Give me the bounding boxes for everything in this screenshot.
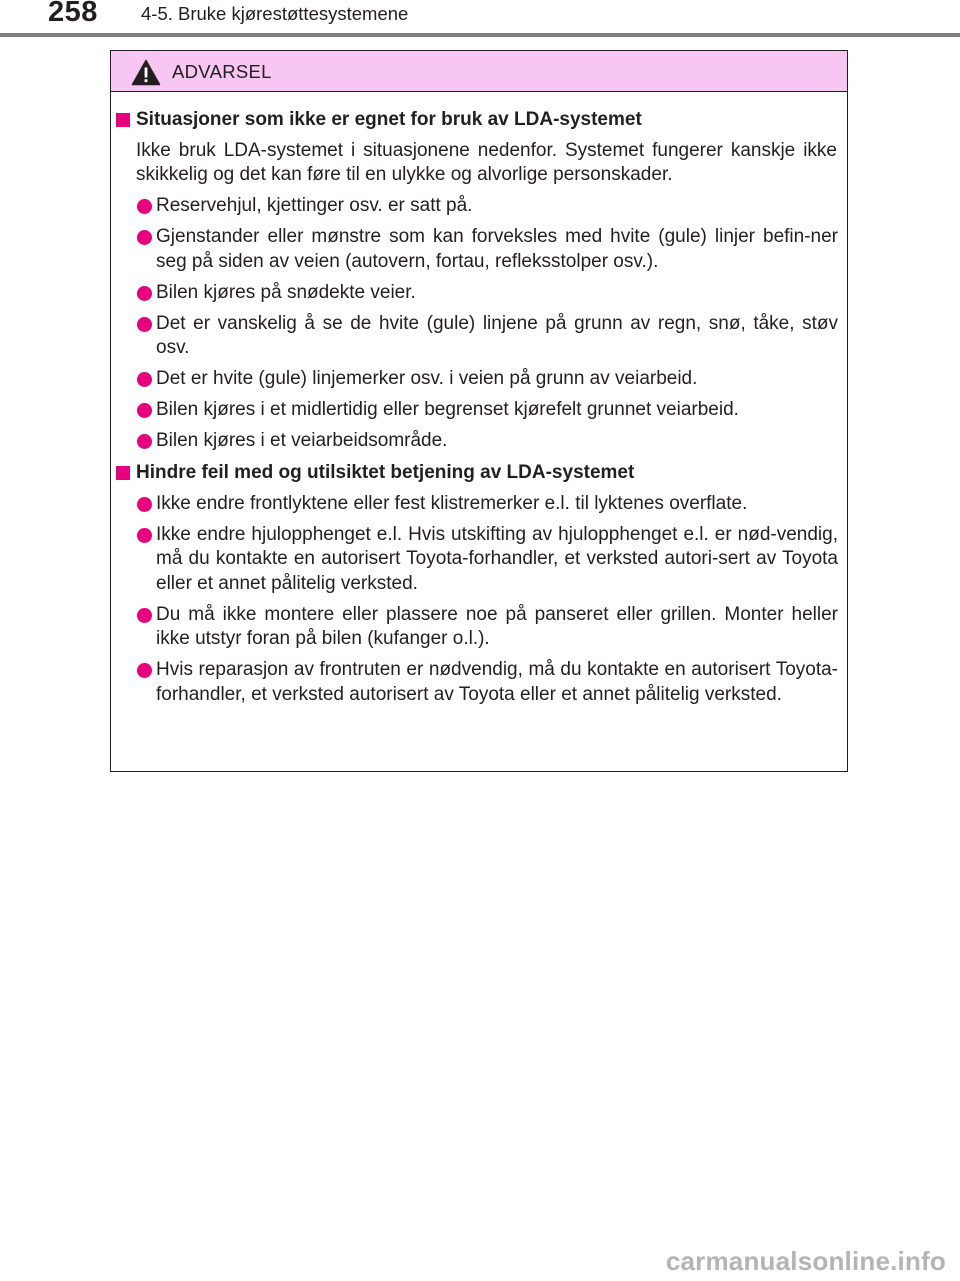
list-item xyxy=(111,194,847,219)
bullet-dot-icon xyxy=(137,317,152,332)
section-heading xyxy=(111,461,847,486)
list-item xyxy=(111,658,847,707)
page-header xyxy=(0,0,960,40)
list-item-text: Det er vanskelig å se de hvite (gule) linjene på grunn av regn, snø, tåke, støv osv. xyxy=(156,312,838,358)
header-rule xyxy=(0,33,960,37)
section-title: 4-5. Bruke kjørestøttesystemene xyxy=(141,3,409,24)
bullet-dot-icon xyxy=(137,434,152,449)
bullet-dot-icon xyxy=(137,372,152,387)
list-item-text: Bilen kjøres i et midlertidig eller begrenset kjørefelt grunnet veiarbeid. xyxy=(156,399,739,420)
bullet-dot-icon xyxy=(137,286,152,301)
list-item xyxy=(111,225,847,274)
warning-box xyxy=(110,50,848,772)
list-item-text: Reservehjul, kjettinger osv. er satt på. xyxy=(156,195,473,216)
warning-triangle-icon xyxy=(131,59,161,86)
list-item-text: Bilen kjøres på snødekte veier. xyxy=(156,281,416,303)
bullet-dot-icon xyxy=(137,403,152,418)
list-item xyxy=(111,367,847,392)
square-bullet-icon xyxy=(116,113,130,127)
list-item-text: Ikke endre frontlyktene eller fest klistremerker e.l. til lyktenes overflate. xyxy=(156,492,748,514)
bullet-dot-icon xyxy=(137,199,152,214)
list-item xyxy=(111,398,847,423)
list-item-text: Ikke endre hjulopphenget e.l. Hvis utskifting av hjulopphenget e.l. er nød-vendig, må du kontakte en autorisert Toyota-forhandler, et verksted autori-sert av Toyota eller et annet pålitelig verksted. xyxy=(156,523,838,594)
section-heading-text: Situasjoner som ikke er egnet for bruk av LDA-systemet xyxy=(136,109,642,130)
watermark: carmanualsonline.info xyxy=(665,1246,946,1276)
list-item xyxy=(111,603,847,652)
section-paragraph: Ikke bruk LDA-systemet i situasjonene nedenfor. Systemet fungerer kanskje ikke skikkelig og det kan føre til en ulykke og alvorlige personskader. xyxy=(136,139,837,185)
list-item xyxy=(111,429,847,454)
bullet-dot-icon xyxy=(137,528,152,543)
bullet-dot-icon xyxy=(137,663,152,678)
list-item-text: Det er hvite (gule) linjemerker osv. i veien på grunn av veiarbeid. xyxy=(156,368,698,389)
list-item-text: Du må ikke montere eller plassere noe på panseret eller grillen. Monter heller ikke utstyr foran på bilen (kufanger o.l.). xyxy=(156,603,838,649)
square-bullet-icon xyxy=(116,466,130,480)
list-item xyxy=(111,492,847,517)
list-item xyxy=(111,523,847,597)
bullet-dot-icon xyxy=(137,497,152,512)
list-item xyxy=(111,281,847,306)
warning-header xyxy=(111,51,847,92)
bullet-dot-icon xyxy=(137,608,152,623)
bullet-dot-icon xyxy=(137,230,152,245)
list-item-text: Hvis reparasjon av frontruten er nødvendig, må du kontakte en autorisert Toyota-forhandler, et verksted autorisert av Toyota eller et annet pålitelig verksted. xyxy=(156,659,838,705)
section-heading xyxy=(111,108,847,133)
page-number: 258 xyxy=(48,0,98,28)
list-item-text: Bilen kjøres i et veiarbeidsområde. xyxy=(156,430,448,451)
list-item-text: Gjenstander eller mønstre som kan forveksles med hvite (gule) linjer befin-ner seg på siden av veien (autovern, fortau, refleksstolper osv.). xyxy=(156,226,838,272)
list-item xyxy=(111,312,847,361)
warning-content xyxy=(111,108,847,707)
section-heading-text: Hindre feil med og utilsiktet betjening av LDA-systemet xyxy=(136,461,635,483)
warning-label: ADVARSEL xyxy=(172,61,272,82)
